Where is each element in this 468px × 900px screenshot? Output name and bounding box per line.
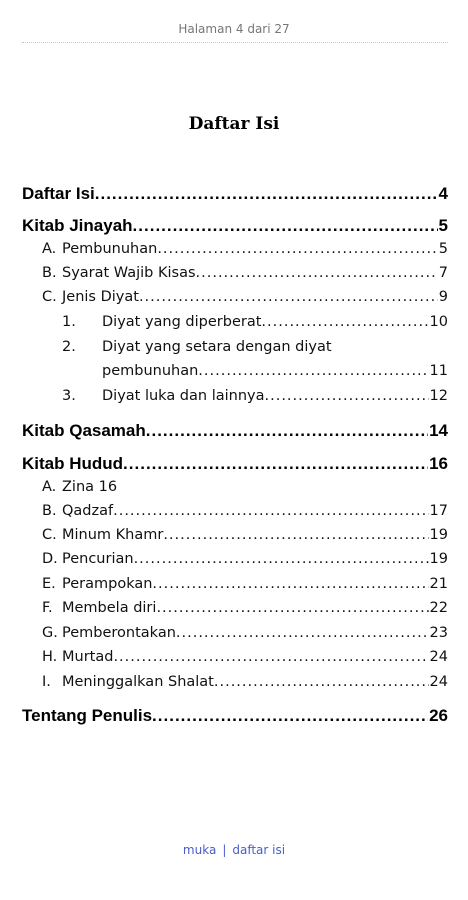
toc-entry-letter: H. <box>42 649 58 665</box>
dot-leader <box>139 286 438 308</box>
toc-entry-label: Perampokan <box>62 576 153 592</box>
toc-entry-letter: B. <box>42 503 57 519</box>
toc-entry-qadzaf[interactable] <box>42 500 448 522</box>
toc-entry-label: Jenis Diyat <box>62 289 139 305</box>
toc-entry-label: Minum Khamr <box>62 527 164 543</box>
toc-entry-page: 5 <box>438 216 448 235</box>
toc-entry-page: 7 <box>438 265 448 281</box>
toc-entry-label: Diyat yang setara dengan diyat <box>102 339 332 355</box>
header-divider <box>22 42 448 43</box>
toc-entry-label: Zina 16 <box>62 479 118 495</box>
toc-entry-letter: A. <box>42 479 57 495</box>
toc-entry-kitab-jinayah[interactable] <box>22 214 448 238</box>
toc-entry-letter: C. <box>42 289 57 305</box>
dot-leader <box>196 262 438 284</box>
dot-leader <box>198 360 428 382</box>
dot-leader <box>214 671 429 693</box>
toc-entry-label: Qadzaf <box>62 503 114 519</box>
toc-entry-page: 11 <box>429 363 448 379</box>
toc-entry-label: Daftar Isi <box>22 184 95 203</box>
dot-leader <box>265 385 429 407</box>
toc-entry-page: 22 <box>429 600 448 616</box>
toc-entry-page: 12 <box>429 388 448 404</box>
toc-entry-murtad[interactable] <box>42 646 448 668</box>
link-muka[interactable]: muka <box>182 843 217 857</box>
toc-entry-page: 17 <box>429 503 448 519</box>
toc-entry-page: 19 <box>429 551 448 567</box>
toc-entry-label: Meninggalkan Shalat <box>62 674 214 690</box>
toc-entry-letter: C. <box>42 527 57 543</box>
toc-entry-page: 24 <box>429 674 448 690</box>
toc-entry-label: Pembunuhan <box>62 241 158 257</box>
toc-entry-label: Diyat luka dan lainnya <box>102 388 265 404</box>
toc-entry-pembunuhan[interactable] <box>42 238 448 260</box>
dot-leader <box>152 573 428 595</box>
toc-entry-jenis-diyat[interactable] <box>42 286 448 308</box>
toc-entry-membela-diri[interactable] <box>42 597 448 619</box>
toc-entry-diyat-luka[interactable] <box>62 385 448 407</box>
dot-leader <box>152 704 428 728</box>
dot-leader <box>134 548 429 570</box>
toc-entry-letter: E. <box>42 576 56 592</box>
toc-entry-syarat-wajib-kisas[interactable] <box>42 262 448 284</box>
toc-entry-tentang-penulis[interactable] <box>22 704 448 728</box>
toc-entry-letter: B. <box>42 265 57 281</box>
toc-entry-letter: I. <box>42 674 51 690</box>
toc-entry-page: 19 <box>429 527 448 543</box>
toc-entry-label: Membela diri <box>62 600 157 616</box>
toc-entry-page: 9 <box>438 289 448 305</box>
toc-entry-number: 2. <box>62 339 76 355</box>
toc-entry-label: Diyat yang diperberat <box>102 314 262 330</box>
page-number-header: Halaman 4 dari 27 <box>178 22 290 36</box>
toc-entry-pencurian[interactable] <box>42 548 448 570</box>
toc-entry-label: Pencurian <box>62 551 134 567</box>
toc-entry-page: 10 <box>429 314 448 330</box>
toc-entry-label: Tentang Penulis <box>22 706 153 725</box>
dot-leader <box>157 238 437 260</box>
toc-entry-label: Murtad <box>62 649 114 665</box>
toc-entry-number: 1. <box>62 314 76 330</box>
dot-leader <box>146 419 428 443</box>
toc-entry-diyat-setara-cont[interactable] <box>102 360 448 382</box>
toc-entry-label: Kitab Hudud <box>22 454 124 473</box>
toc-entry-label: Kitab Jinayah <box>22 216 133 235</box>
toc-entry-perampokan[interactable] <box>42 573 448 595</box>
toc-entry-letter: A. <box>42 241 57 257</box>
toc-entry-letter: D. <box>42 551 58 567</box>
toc-entry-meninggalkan-shalat[interactable] <box>42 671 448 693</box>
dot-leader <box>123 452 428 476</box>
toc-entry-letter: F. <box>42 600 53 616</box>
toc-entry-pemberontakan[interactable] <box>42 622 448 644</box>
footer-separator: | <box>222 843 227 857</box>
toc-entry-kitab-hudud[interactable] <box>22 452 448 476</box>
toc-entry-page: 23 <box>429 625 448 641</box>
toc-entry-number: 3. <box>62 388 76 404</box>
toc-entry-label: Pemberontakan <box>62 625 176 641</box>
toc-entry-letter: G. <box>42 625 58 641</box>
toc-entry-page: 21 <box>429 576 448 592</box>
dot-leader <box>156 597 428 619</box>
toc-entry-label: Kitab Qasamah <box>22 421 146 440</box>
dot-leader <box>133 214 438 238</box>
dot-leader <box>113 500 428 522</box>
toc-entry-minum-khamr[interactable] <box>42 524 448 546</box>
dot-leader <box>176 622 429 644</box>
toc-entry-label-cont: pembunuhan <box>102 363 199 379</box>
dot-leader <box>163 524 428 546</box>
toc-entry-page: 26 <box>429 706 448 725</box>
toc-entry-page: 24 <box>429 649 448 665</box>
dot-leader <box>261 311 428 333</box>
toc-entry-diyat-diperberat[interactable] <box>62 311 448 333</box>
toc-entry-page: 4 <box>438 184 448 203</box>
toc-entry-daftar-isi[interactable] <box>22 182 448 206</box>
toc-entry-page: 5 <box>438 241 448 257</box>
toc-entry-page: 14 <box>429 421 448 440</box>
toc-entry-kitab-qasamah[interactable] <box>22 419 448 443</box>
dot-leader <box>113 646 428 668</box>
footer-nav <box>0 843 468 857</box>
toc-entry-zina[interactable] <box>42 476 448 498</box>
toc-entry-page: 16 <box>429 454 448 473</box>
toc-entry-label: Syarat Wajib Kisas <box>62 265 196 281</box>
dot-leader <box>95 182 438 206</box>
link-daftar-isi[interactable]: daftar isi <box>232 843 286 857</box>
toc-entry-diyat-setara[interactable] <box>62 336 448 358</box>
page-title: Daftar Isi <box>188 114 280 134</box>
